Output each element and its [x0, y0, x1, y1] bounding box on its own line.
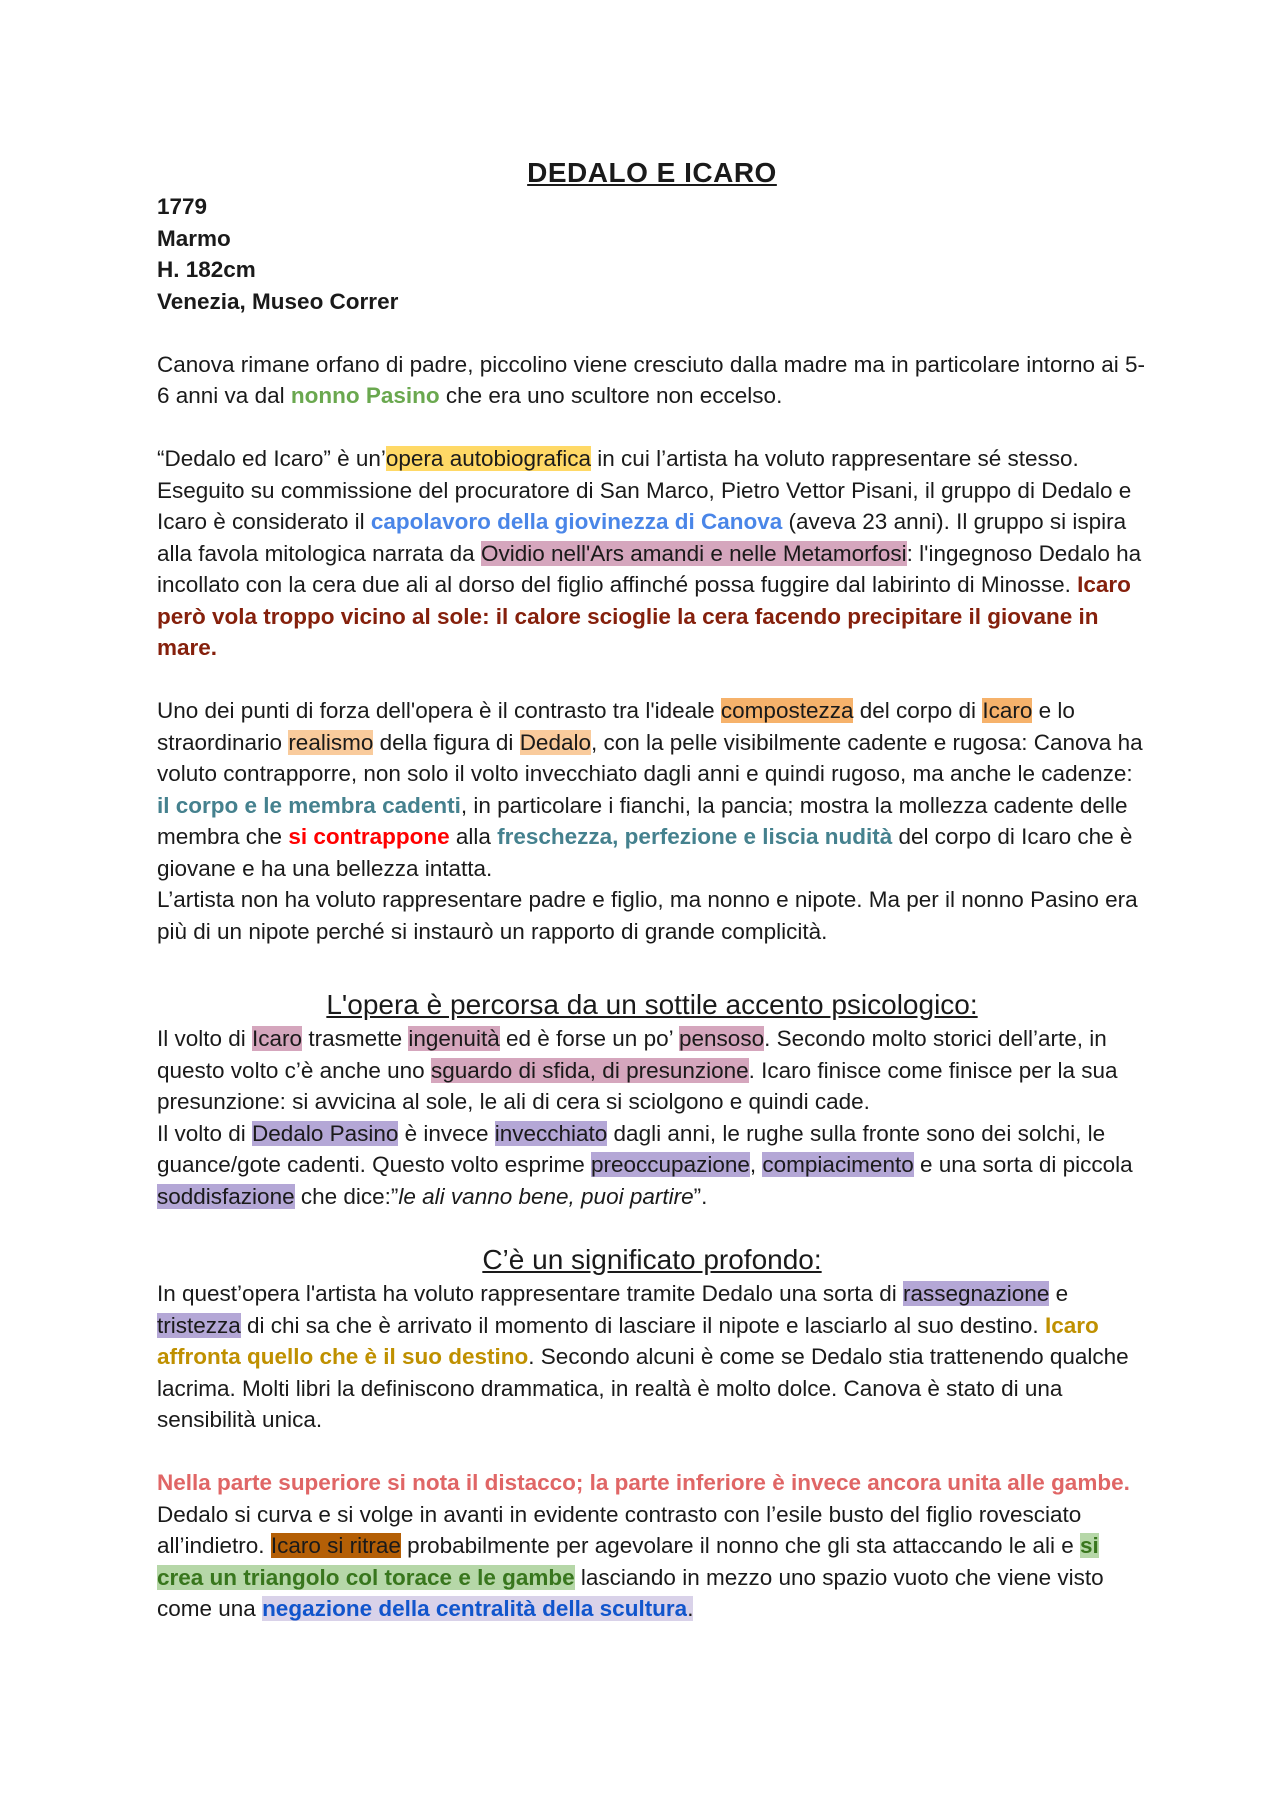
artwork-height: H. 182cm — [157, 257, 256, 282]
highlight-ovidio: Ovidio nell'Ars amandi e nelle Metamorfosi — [480, 540, 907, 566]
paragraph-volto-dedalo: Il volto di Dedalo Pasino è invece invecchiato dagli anni, le rughe sulla fronte sono dei solchi, le guance/gote cadenti. Questo volto esprime preoccupazione, compiacimento e una sorta di piccola soddisfazione che dice:”le ali vanno bene, puoi partire”. — [157, 1120, 1133, 1209]
section-heading-significato: C’è un significato profondo: — [482, 1244, 822, 1275]
highlight-rassegnazione: rassegnazione — [902, 1281, 1050, 1306]
highlight-negazione: negazione della centralità della scultura — [262, 1596, 688, 1621]
highlight-triangolo: si crea un triangolo col torace e le gambe — [157, 1533, 1099, 1590]
highlight-dedalo-pasino: Dedalo Pasino — [252, 1120, 399, 1146]
section-heading-psicologico: L'opera è percorsa da un sottile accento psicologico: — [326, 989, 978, 1020]
highlight-dedalo: Dedalo — [519, 729, 591, 755]
paragraph-triangolo: Dedalo si curva e si volge in avanti in evidente contrasto con l’esile busto del figlio rovesciato all’indietro. Icaro si ritrae probabilmente per agevolare il nonno che gli sta attaccando le ali e si crea un triangolo col torace e le gambe lasciando in mezzo uno spazio vuoto che viene visto come una negazione della centralità della scultura. — [157, 1501, 1104, 1621]
highlight-icaro-ritrae: Icaro si ritrae — [270, 1533, 401, 1558]
highlight-contrappone: si contrappone — [288, 824, 450, 849]
artwork-material: Marmo — [157, 225, 231, 251]
paragraph-distacco: Nella parte superiore si nota il distacco; la parte inferiore è invece ancora unita alle gambe. — [157, 1470, 1130, 1495]
highlight-autobiografica: opera autobiografica — [385, 446, 592, 471]
highlight-sguardo-sfida: sguardo di sfida, di presunzione — [430, 1057, 749, 1083]
quote-ali: le ali vanno bene, puoi partire — [398, 1183, 694, 1209]
artwork-location: Venezia, Museo Correr — [157, 288, 399, 314]
highlight-tristezza: tristezza — [157, 1312, 241, 1338]
highlight-realismo: realismo — [288, 729, 374, 755]
artwork-info — [157, 191, 1147, 317]
artwork-year: 1779 — [157, 194, 208, 219]
highlight-destino: Icaro affronta quello che è il suo destino — [157, 1312, 1099, 1369]
highlight-compiacimento: compiacimento — [762, 1152, 914, 1177]
highlight-soddisfazione: soddisfazione — [157, 1183, 295, 1209]
highlight-icaro: Icaro — [982, 698, 1033, 723]
highlight-compostezza: compostezza — [720, 698, 854, 723]
paragraph-nonno-nipote: L’artista non ha voluto rappresentare padre e figlio, ma nonno e nipote. Ma per il nonno Pasino era più di un nipote perché si instaurò un rapporto di grande complicità. — [157, 887, 1138, 944]
paragraph-significato: In quest’opera l'artista ha voluto rappresentare tramite Dedalo una sorta di rassegnazione e tristezza di chi sa che è arrivato il momento di lasciare il nipote e lasciarlo al suo destino. Icaro affronta quello che è il suo destino. Secondo alcuni è come se Dedalo stia trattenendo qualche lacrima. Molti libri la definiscono drammatica, in realtà è molto dolce. Canova è stato di una sensibilità unica. — [157, 1281, 1129, 1432]
highlight-icaro-sole: Icaro però vola troppo vicino al sole: il calore scioglie la cera facendo precipitare il giovane in mare. — [157, 572, 1131, 660]
paragraph-contrasto: Uno dei punti di forza dell'opera è il contrasto tra l'ideale compostezza del corpo di Icaro e lo straordinario realismo della figura di Dedalo, con la pelle visibilmente cadente e rugosa: Canova ha voluto contrapporre, non solo il volto invecchiato dagli anni e quindi rugoso, ma anche le cadenze: il corpo e le membra cadenti, in particolare i fianchi, la pancia; mostra la mollezza cadente delle membra che si contrappone alla freschezza, perfezione e liscia nudità del corpo di Icaro che è giovane e ha una bellezza intatta. — [157, 698, 1143, 881]
highlight-membra-cadenti: il corpo e le membra cadenti — [157, 792, 461, 818]
highlight-invecchiato: invecchiato — [494, 1120, 608, 1146]
highlight-preoccupazione: preoccupazione — [591, 1152, 750, 1177]
highlight-icaro-volto: Icaro — [252, 1026, 303, 1051]
highlight-capolavoro: capolavoro della giovinezza di Canova — [370, 509, 783, 534]
highlight-nonno-pasino: nonno Pasino — [290, 383, 440, 408]
paragraph-opera: “Dedalo ed Icaro” è un’opera autobiografica in cui l’artista ha voluto rappresentare sé stesso. Eseguito su commissione del procuratore di San Marco, Pietro Vettor Pisani, il gruppo di Dedalo e Icaro è considerato il capolavoro della giovinezza di Canova (aveva 23 anni). Il gruppo si ispira alla favola mitologica narrata da Ovidio nell'Ars amandi e nelle Metamorfosi: l'ingegnoso Dedalo ha incollato con la cera due ali al dorso del figlio affinché possa fuggire dal labirinto di Minosse. Icaro però vola troppo vicino al sole: il calore scioglie la cera facendo precipitare il giovane in mare. — [157, 446, 1142, 660]
document-body — [157, 155, 1147, 1625]
paragraph-volto-icaro: Il volto di Icaro trasmette ingenuità ed è forse un po’ pensoso. Secondo molto storici dell’arte, in questo volto c’è anche uno sguardo di sfida, di presunzione. Icaro finisce come finisce per la sua presunzione: si avvicina al sole, le ali di cera si sciolgono e quindi cade. — [157, 1026, 1118, 1114]
highlight-pensoso: pensoso — [679, 1026, 765, 1051]
paragraph-intro: Canova rimane orfano di padre, piccolino viene cresciuto dalla madre ma in particolare intorno ai 5-6 anni va dal nonno Pasino che era uno scultore non eccelso. — [157, 351, 1146, 408]
highlight-ingenuita: ingenuità — [408, 1026, 500, 1051]
page-title: DEDALO E ICARO — [527, 157, 777, 188]
highlight-freschezza: freschezza, perfezione e liscia nudità — [497, 824, 893, 849]
